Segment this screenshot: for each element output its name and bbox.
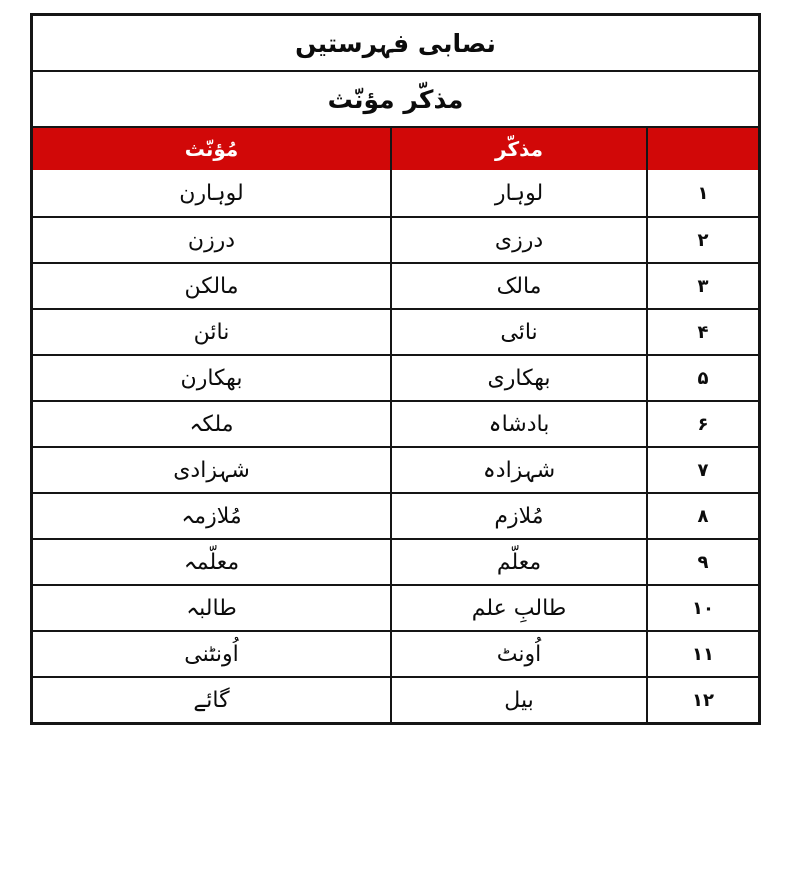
masculine-cell <box>392 264 648 308</box>
serial-cell <box>648 170 758 216</box>
feminine-cell <box>33 356 392 400</box>
table-row-9 <box>33 538 758 584</box>
row-feminine: شہزادی <box>173 457 250 483</box>
row-feminine: گائے <box>193 687 230 713</box>
serial-cell <box>648 678 758 722</box>
row-feminine: لوہارن <box>179 180 244 206</box>
row-serial: ۸ <box>697 505 709 527</box>
row-masculine: نائی <box>500 319 538 345</box>
feminine-cell <box>33 218 392 262</box>
row-serial: ۱ <box>697 182 709 204</box>
serial-cell <box>648 494 758 538</box>
table-title-row <box>33 16 758 70</box>
feminine-cell <box>33 448 392 492</box>
serial-cell <box>648 402 758 446</box>
row-masculine: طالبِ علم <box>471 595 567 621</box>
row-masculine: بادشاہ <box>488 411 550 437</box>
table-row-7 <box>33 446 758 492</box>
row-masculine: اُونٹ <box>496 641 542 667</box>
row-serial: ۵ <box>697 367 709 389</box>
serial-cell <box>648 448 758 492</box>
table-row-11 <box>33 630 758 676</box>
masculine-cell <box>392 448 648 492</box>
table-row-6 <box>33 400 758 446</box>
serial-cell <box>648 310 758 354</box>
feminine-cell <box>33 632 392 676</box>
row-serial: ۴ <box>697 321 709 343</box>
feminine-cell <box>33 586 392 630</box>
gender-words-table <box>30 13 761 725</box>
row-feminine: درزن <box>187 227 236 253</box>
table-row-2 <box>33 216 758 262</box>
row-feminine: ملکہ <box>189 411 234 437</box>
feminine-cell <box>33 170 392 216</box>
masculine-cell <box>392 310 648 354</box>
row-feminine: معلّمہ <box>183 549 240 575</box>
row-masculine: معلّم <box>496 549 542 575</box>
table-title: نصابی فہرستیں <box>295 28 496 58</box>
row-masculine: درزی <box>494 227 544 253</box>
row-serial: ۱۱ <box>692 643 714 665</box>
feminine-cell <box>33 402 392 446</box>
header-masculine-cell <box>392 128 648 170</box>
table-row-12 <box>33 676 758 722</box>
masculine-cell <box>392 170 648 216</box>
table-body <box>33 170 758 722</box>
table-subtitle-row <box>33 70 758 126</box>
header-feminine-cell <box>33 128 392 170</box>
row-masculine: بیل <box>504 687 534 713</box>
row-serial: ۲ <box>697 229 709 251</box>
masculine-cell <box>392 356 648 400</box>
row-serial: ۱۰ <box>692 597 714 619</box>
serial-cell <box>648 218 758 262</box>
row-masculine: مُلازم <box>494 503 544 529</box>
row-masculine: مالک <box>496 273 542 299</box>
row-serial: ۷ <box>697 459 709 481</box>
masculine-cell <box>392 540 648 584</box>
header-masculine-label: مذکّر <box>495 137 544 161</box>
masculine-cell <box>392 494 648 538</box>
row-serial: ۳ <box>697 275 709 297</box>
row-serial: ۱۲ <box>692 689 714 711</box>
row-feminine: مُلازمہ <box>181 503 242 529</box>
table-header-row <box>33 126 758 170</box>
masculine-cell <box>392 632 648 676</box>
serial-cell <box>648 264 758 308</box>
row-feminine: مالکن <box>184 273 239 299</box>
masculine-cell <box>392 678 648 722</box>
table-row-3 <box>33 262 758 308</box>
row-feminine: نائن <box>193 319 230 345</box>
feminine-cell <box>33 540 392 584</box>
row-serial: ۶ <box>697 413 709 435</box>
table-row-1 <box>33 170 758 216</box>
table-row-8 <box>33 492 758 538</box>
table-row-4 <box>33 308 758 354</box>
masculine-cell <box>392 218 648 262</box>
serial-cell <box>648 632 758 676</box>
serial-cell <box>648 356 758 400</box>
table-row-5 <box>33 354 758 400</box>
feminine-cell <box>33 264 392 308</box>
table-row-10 <box>33 584 758 630</box>
masculine-cell <box>392 586 648 630</box>
feminine-cell <box>33 310 392 354</box>
row-masculine: شہزادہ <box>482 457 556 483</box>
row-feminine: بھکارن <box>180 365 243 391</box>
row-masculine: بھکاری <box>487 365 551 391</box>
row-serial: ۹ <box>697 551 709 573</box>
header-feminine-label: مُؤنّث <box>184 137 239 161</box>
masculine-cell <box>392 402 648 446</box>
feminine-cell <box>33 494 392 538</box>
serial-cell <box>648 586 758 630</box>
serial-cell <box>648 540 758 584</box>
row-masculine: لوہار <box>494 180 544 206</box>
row-feminine: اُونٹنی <box>184 641 239 667</box>
table-subtitle: مذکّر مؤنّث <box>327 84 464 114</box>
feminine-cell <box>33 678 392 722</box>
header-serial-cell <box>648 128 758 170</box>
row-feminine: طالبہ <box>186 595 237 621</box>
